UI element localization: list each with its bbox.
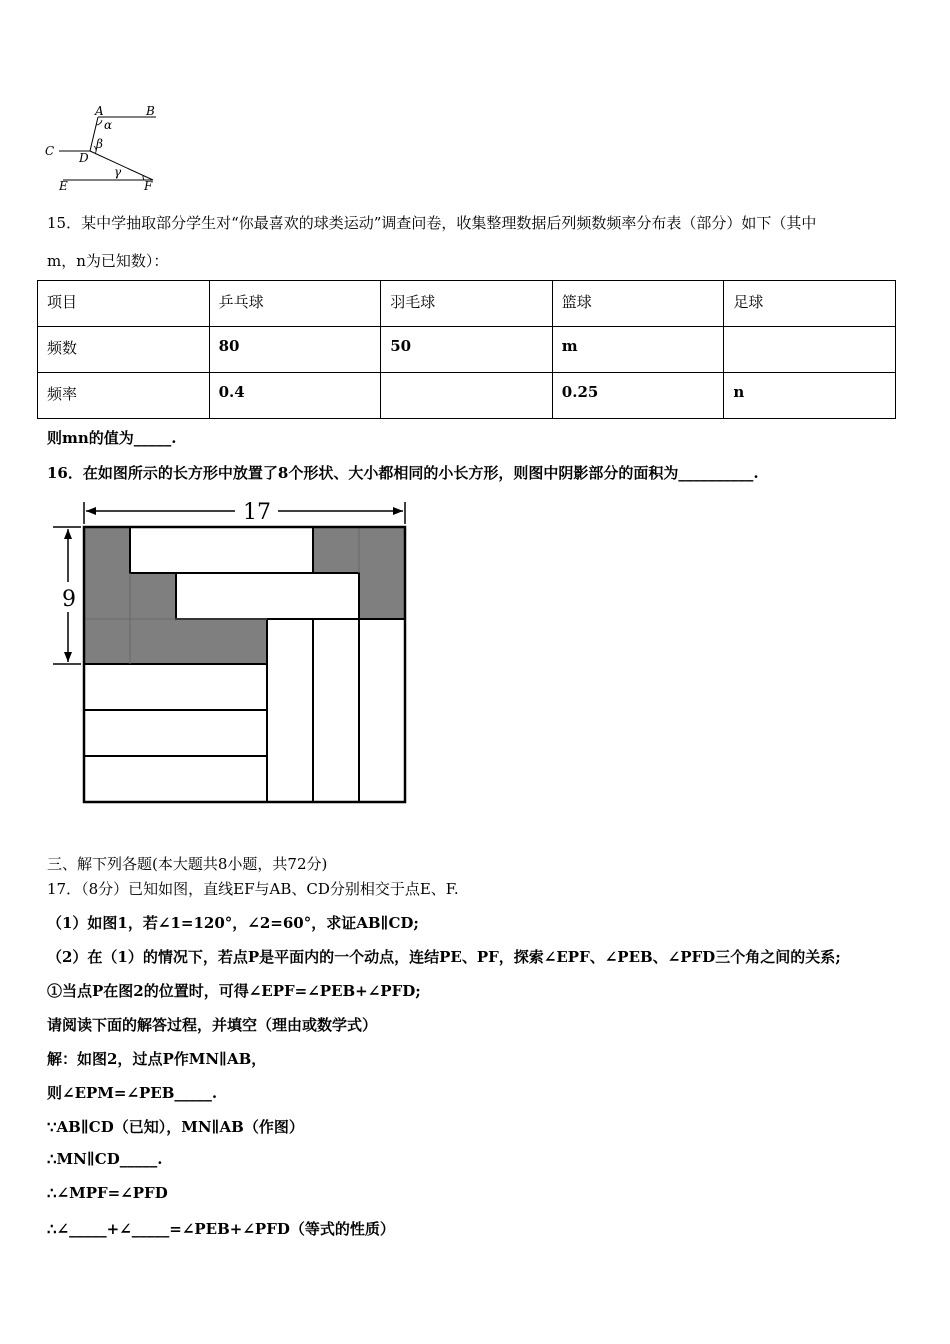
- q15-text-line1: 15．某中学抽取部分学生对“你最喜欢的球类运动”调查问卷，收集整理数据后列频数频率分布表（部分）如下（其中: [47, 214, 817, 232]
- small-rect: [313, 619, 359, 802]
- q15-text-line2: m，n为已知数）：: [47, 252, 169, 270]
- table-row: [38, 327, 896, 373]
- q15-answer-line: 则mn的值为_____.: [47, 429, 177, 447]
- table-cell: 频数: [38, 327, 210, 373]
- q17-line: 则∠EPM=∠PEB_____.: [47, 1084, 218, 1102]
- label-a: A: [95, 104, 104, 118]
- label-b: B: [146, 104, 155, 118]
- arrow-left: [86, 507, 96, 515]
- table-cell: [724, 327, 896, 373]
- q17-line: ∴MN∥CD_____.: [47, 1150, 163, 1168]
- rectangle-figure: [50, 494, 420, 810]
- small-rect: [84, 756, 267, 802]
- table-cell: 0.25: [552, 373, 724, 419]
- width-label: 17: [243, 500, 271, 525]
- segment-df: [90, 151, 153, 180]
- q17-line: ∵AB∥CD（已知），MN∥AB（作图）: [47, 1118, 304, 1136]
- arrow-up: [64, 529, 72, 539]
- label-alpha: α: [104, 118, 113, 132]
- height-label: 9: [62, 587, 76, 612]
- q17-line: ∴∠MPF=∠PFD: [47, 1184, 168, 1202]
- table-header-cell: 篮球: [552, 281, 724, 327]
- table-header-row: [38, 281, 896, 327]
- label-f: F: [144, 179, 153, 193]
- table-header-cell: 足球: [724, 281, 896, 327]
- label-e: E: [59, 179, 68, 193]
- table-cell: 50: [381, 327, 553, 373]
- table-header-cell: 羽毛球: [381, 281, 553, 327]
- table-header-cell: 项目: [38, 281, 210, 327]
- label-c: C: [45, 144, 55, 158]
- table-cell: n: [724, 373, 896, 419]
- q17-line: 请阅读下面的解答过程，并填空（理由或数学式）: [47, 1016, 378, 1034]
- table-cell: 频率: [38, 373, 210, 419]
- small-rect: [359, 619, 405, 802]
- table-cell: 0.4: [209, 373, 381, 419]
- q17-line: ∴∠_____+∠_____=∠PEB+∠PFD（等式的性质）: [47, 1220, 395, 1238]
- q17-line: ①当点P在图2的位置时，可得∠EPF=∠PEB+∠PFD;: [47, 982, 421, 1000]
- q17-line: （2）在（1）的情况下，若点P是平面内的一个动点，连结PE、PF，探索∠EPF、∠PEB、∠PFD三个角之间的关系;: [47, 948, 841, 966]
- small-rect: [84, 710, 267, 756]
- small-rect: [130, 527, 313, 573]
- table-row: [38, 373, 896, 419]
- small-rect: [267, 619, 313, 802]
- section-3-title: 三、解下列各题(本大题共8小题，共72分): [47, 855, 328, 873]
- q17-line: （1）如图1，若∠1=120°，∠2=60°，求证AB∥CD;: [47, 914, 419, 932]
- table-cell: [381, 373, 553, 419]
- label-d: D: [79, 151, 89, 165]
- table-cell: m: [552, 327, 724, 373]
- table-cell: 80: [209, 327, 381, 373]
- frequency-table: [37, 280, 896, 419]
- label-beta: β: [96, 137, 103, 151]
- table-header-cell: 乒乓球: [209, 281, 381, 327]
- q17-line: 17．（8分）已知如图，直线EF与AB、CD分别相交于点E、F.: [47, 880, 459, 898]
- arrow-right: [393, 507, 403, 515]
- arrow-down: [64, 652, 72, 662]
- small-rect: [176, 573, 359, 619]
- label-gamma: γ: [114, 165, 122, 179]
- small-rect: [84, 664, 267, 710]
- q16-text: 16．在如图所示的长方形中放置了8个形状、大小都相同的小长方形，则图中阴影部分的面积为__________.: [47, 464, 759, 482]
- parallel-lines-figure: [40, 104, 165, 196]
- q17-line: 解：如图2，过点P作MN∥AB，: [47, 1050, 267, 1068]
